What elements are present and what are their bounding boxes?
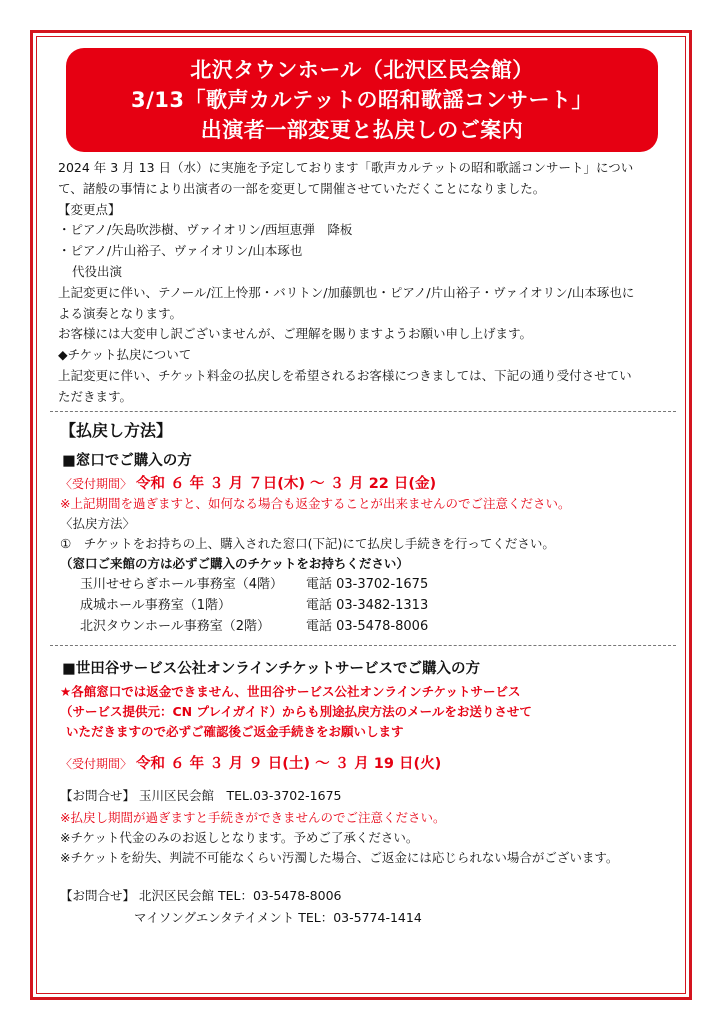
- intro-p1-line1: 2024 年 3 月 13 日（水）に実施を予定しております「歌声カルテットの昭和歌謡コンサート」につい: [58, 160, 634, 175]
- online-notice-line1: ★各館窓口では返金できません、世田谷サービス公社オンラインチケットサービス: [60, 683, 521, 699]
- intro-section: [50, 158, 680, 408]
- online-notice-line3: いただきますので必ずご確認後ご返金手続きをお願いします: [66, 723, 404, 739]
- change-item-2: ・ピアノ/片山裕子、ヴァイオリン/山本琢也: [58, 243, 303, 259]
- contact-line-1: 【お問合せ】 北沢区民会館 TEL：03-5478-8006: [60, 887, 342, 903]
- office-row: [50, 574, 680, 595]
- note-refund-amount: ※チケット代金のみのお返しとなります。予めご了承ください。: [60, 829, 419, 845]
- online-inquiry: 【お問合せ】 玉川区民会館 TEL.03-3702-1675: [60, 787, 342, 803]
- office-phone: 電話 03-3482-1313: [306, 597, 429, 613]
- apology-text: お客様には大変申し訳ございませんが、ご理解を賜りますようお願い申し上げます。: [58, 326, 533, 342]
- window-period-label: 〈受付期間〉: [60, 476, 133, 491]
- office-row: [50, 616, 680, 637]
- intro-p1-line2: て、諸般の事情により出演者の一部を変更して開催させていただくことになりました。: [58, 180, 546, 196]
- office-row: [50, 595, 680, 616]
- title-line-3: 出演者一部変更と払戻しのご案内: [200, 118, 524, 142]
- office-name: 玉川せせらぎホール事務室（4階）: [80, 576, 284, 592]
- divider-1: [50, 411, 676, 412]
- divider-2: [50, 645, 676, 646]
- window-bring-note: （窓口ご来館の方は必ずご購入のチケットをお持ちください）: [60, 555, 409, 571]
- refund-heading: ◆チケット払戻について: [58, 347, 192, 363]
- window-step-1: ① チケットをお持ちの上、購入された窓口(下記)にて払戻し手続きを行ってください。: [60, 535, 555, 551]
- online-notice-line2: （サービス提供元：CN プレイガイド）からも別途払戻方法のメールをお送りさせて: [60, 703, 532, 719]
- window-warning: ※上記期間を過ぎますと、如何なる場合も返金することが出来ませんのでご注意ください。: [60, 495, 571, 511]
- intro-p2-line1: 上記変更に伴い、テノール/江上怜那・バリトン/加藤凱也・ピアノ/片山裕子・ヴァイオリン/山本琢也に: [58, 284, 635, 300]
- contact-line-2: マイソングエンタテイメント TEL：03-5774-1414: [134, 909, 422, 925]
- window-purchase-heading: ■窓口でご購入の方: [62, 452, 192, 469]
- office-name: 北沢タウンホール事務室（2階）: [80, 618, 271, 634]
- office-phone: 電話 03-5478-8006: [306, 618, 429, 634]
- intro-p2-line2: よる演奏となります。: [58, 305, 183, 321]
- method-heading: 【払戻し方法】: [60, 420, 173, 440]
- note-deadline: ※払戻し期間が過ぎますと手続きができませんのでご注意ください。: [60, 809, 446, 825]
- window-period-date: 令和 ６ 年 ３ 月 ７日(木) ～ ３ 月 22 日(金): [136, 475, 437, 492]
- window-method-label: 〈払戻方法〉: [60, 515, 136, 531]
- online-period-label: 〈受付期間〉: [60, 756, 133, 771]
- intro-p3-line2: ただきます。: [58, 388, 133, 404]
- title-line-1: 北沢タウンホール（北沢区民会館）: [190, 58, 534, 82]
- office-phone: 電話 03-3702-1675: [306, 576, 429, 592]
- online-purchase-heading: ■世田谷サービス公社オンラインチケットサービスでご購入の方: [62, 660, 480, 677]
- online-period-date: 令和 ６ 年 ３ 月 ９ 日(土) ～ ３ 月 19 日(火): [136, 755, 442, 772]
- change-item-2-note: 代役出演: [72, 263, 123, 279]
- title-banner: [66, 48, 658, 152]
- title-line-2: 3/13「歌声カルテットの昭和歌謡コンサート」: [130, 88, 593, 112]
- office-name: 成城ホール事務室（1階）: [80, 597, 232, 613]
- note-lost-ticket: ※チケットを紛失、判読不可能なくらい汚濁した場合、ご返金には応じられない場合がございます。: [60, 849, 619, 865]
- changes-heading: 【変更点】: [58, 201, 121, 217]
- online-period: [50, 752, 680, 776]
- document-body: [50, 158, 680, 928]
- window-period: [50, 474, 680, 494]
- intro-p3-line1: 上記変更に伴い、チケット料金の払戻しを希望されるお客様につきましては、下記の通り受付させてい: [58, 367, 632, 383]
- change-item-1: ・ピアノ/矢島吹渉樹、ヴァイオリン/西垣恵弾 降板: [58, 222, 353, 238]
